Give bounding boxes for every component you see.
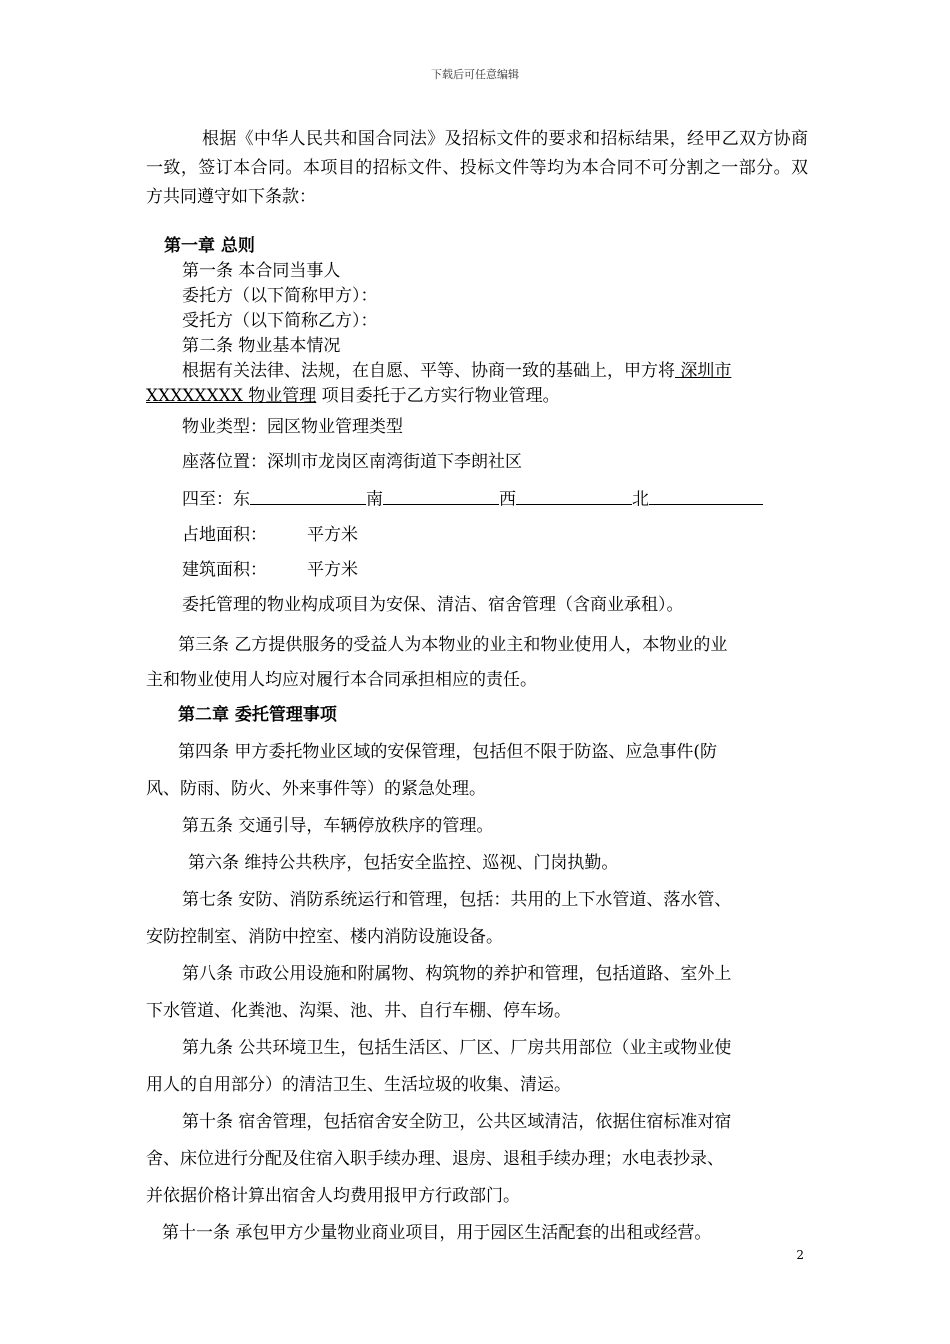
article-3-line-2: 主和物业使用人均应对履行本合同承担相应的责任。 bbox=[146, 669, 537, 690]
intro-paragraph: 根据《中华人民共和国合同法》及招标文件的要求和招标结果，经甲乙双方协商一致，签订本合同。本项目的招标文件、投标文件等均为本合同不可分割之一部分。双方共同遵守如下条款： bbox=[146, 129, 808, 207]
management-scope-line: 委托管理的物业构成项目为安保、清洁、宿舍管理（含商业承租）。 bbox=[182, 594, 684, 615]
page-number: 2 bbox=[796, 1248, 804, 1262]
article-2-text-after: 项目委托于乙方实行物业管理。 bbox=[316, 386, 560, 406]
article-8-line-2: 下水管道、化粪池、沟渠、池、井、自行车棚、停车场。 bbox=[146, 1000, 571, 1021]
article-9-line-2: 用人的自用部分）的清洁卫生、生活垃圾的收集、清运。 bbox=[146, 1074, 571, 1095]
article-5-line: 第五条 交通引导，车辆停放秩序的管理。 bbox=[182, 815, 494, 836]
article-11-line: 第十一条 承包甲方少量物业商业项目，用于园区生活配套的出租或经营。 bbox=[162, 1222, 712, 1243]
land-area-line bbox=[146, 523, 808, 548]
boundary-east-label: 东 bbox=[233, 489, 250, 510]
party-a-line: 委托方（以下简称甲方）： bbox=[182, 286, 378, 306]
page-header-note: 下载后可任意编辑 bbox=[431, 68, 519, 81]
property-name-part1: 深圳市 bbox=[675, 361, 732, 381]
article-9-line-1: 第九条 公共环境卫生，包括生活区、厂区、厂房共用部位（业主或物业使 bbox=[182, 1037, 732, 1058]
building-area-unit: 平方米 bbox=[307, 559, 358, 580]
article-2-text-before: 根据有关法律、法规，在自愿、平等、协商一致的基础上，甲方将 bbox=[182, 361, 675, 381]
article-7-line-2: 安防控制室、消防中控室、楼内消防设施设备。 bbox=[146, 926, 503, 947]
location-line: 座落位置：深圳市龙岗区南湾街道下李朗社区 bbox=[182, 452, 522, 472]
building-area-label: 建筑面积： bbox=[182, 559, 267, 580]
chapter-1-title: 第一章 总则 bbox=[164, 236, 255, 256]
article-10-line-2: 舍、床位进行分配及住宿入职手续办理、退房、退租手续办理；水电表抄录、 bbox=[146, 1148, 724, 1169]
article-4-line-2: 风、防雨、防火、外来事件等）的紧急处理。 bbox=[146, 778, 486, 799]
property-name-part2: XXXXXXXX 物业管理 bbox=[146, 386, 317, 406]
article-3-line-1: 第三条 乙方提供服务的受益人为本物业的业主和物业使用人，本物业的业 bbox=[178, 634, 728, 655]
article-1-title: 第一条 本合同当事人 bbox=[182, 261, 341, 281]
article-4-line-1: 第四条 甲方委托物业区域的安保管理，包括但不限于防盗、应急事件(防 bbox=[178, 741, 718, 762]
boundary-west-label: 西 bbox=[499, 489, 516, 510]
party-b-line: 受托方（以下简称乙方）： bbox=[182, 311, 378, 331]
boundary-east-blank bbox=[250, 485, 366, 505]
article-8-line-1: 第八条 市政公用设施和附属物、构筑物的养护和管理，包括道路、室外上 bbox=[182, 963, 732, 984]
land-area-label: 占地面积： bbox=[182, 524, 267, 545]
boundary-north-blank bbox=[649, 485, 763, 505]
article-2-paragraph bbox=[146, 359, 808, 409]
article-10-line-3: 并依据价格计算出宿舍人均费用报甲方行政部门。 bbox=[146, 1185, 520, 1206]
chapter-2-title: 第二章 委托管理事项 bbox=[178, 704, 337, 725]
boundaries-label: 四至： bbox=[182, 489, 233, 510]
boundary-north-label: 北 bbox=[632, 489, 649, 510]
article-2-title: 第二条 物业基本情况 bbox=[182, 336, 341, 356]
article-6-line: 第六条 维持公共秩序，包括安全监控、巡视、门岗执勤。 bbox=[188, 852, 619, 873]
contract-body bbox=[146, 125, 808, 1252]
boundary-west-blank bbox=[516, 485, 632, 505]
land-area-unit: 平方米 bbox=[307, 524, 358, 545]
building-area-line bbox=[146, 558, 808, 583]
article-10-line-1: 第十条 宿舍管理，包括宿舍安全防卫，公共区域清洁，依据住宿标准对宿 bbox=[182, 1111, 732, 1132]
boundary-south-blank bbox=[383, 485, 499, 505]
property-type-line: 物业类型：园区物业管理类型 bbox=[182, 417, 403, 437]
boundary-south-label: 南 bbox=[366, 489, 383, 510]
article-7-line-1: 第七条 安防、消防系统运行和管理，包括：共用的上下水管道、落水管、 bbox=[182, 889, 732, 910]
boundaries-line bbox=[146, 485, 808, 513]
